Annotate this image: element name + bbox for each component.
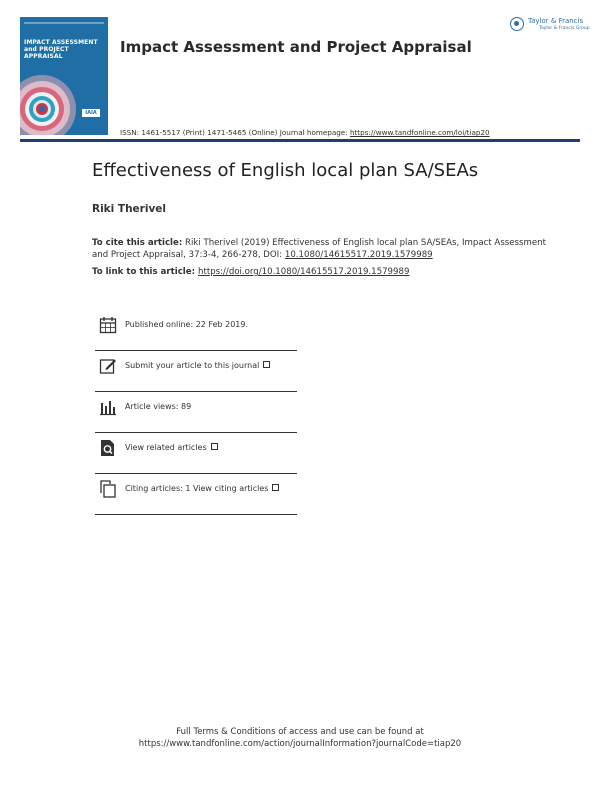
issn-line — [120, 128, 490, 137]
related-articles-row[interactable] — [95, 433, 297, 474]
cover-title-line1: IMPACT ASSESSMENT — [24, 39, 98, 46]
published-date-text: Published online: 22 Feb 2019. — [125, 320, 249, 329]
article-views-row — [95, 392, 297, 433]
page-footer — [0, 726, 600, 750]
external-link-icon — [263, 361, 270, 368]
cover-badge: IAIA — [82, 109, 100, 117]
journal-homepage-link[interactable]: https://www.tandfonline.com/loi/tiap20 — [349, 128, 490, 137]
citation-doi-link[interactable]: 10.1080/14615517.2019.1579989 — [284, 250, 433, 260]
publisher-logo-icon — [510, 17, 524, 31]
journal-title: Impact Assessment and Project Appraisal — [120, 38, 472, 56]
article-link-line — [92, 267, 409, 277]
cover-artwork — [20, 65, 108, 135]
published-row — [95, 310, 297, 351]
footer-terms-text: Full Terms & Conditions of access and use can be found at — [176, 727, 424, 737]
article-title: Effectiveness of English local plan SA/SEAs — [92, 160, 479, 181]
header-divider — [20, 139, 580, 142]
issn-text: ISSN: 1461-5517 (Print) 1471-5465 (Online) Journal homepage: — [120, 128, 350, 137]
submit-article-row[interactable] — [95, 351, 297, 392]
publisher-subtitle: Taylor & Francis Group — [539, 26, 590, 31]
citation-block — [92, 237, 562, 261]
cover-title — [24, 39, 108, 60]
article-author: Riki Therivel — [92, 203, 167, 215]
related-articles-label: View related articles — [125, 443, 207, 452]
citing-articles-label: Citing articles: 1 View citing articles — [125, 484, 269, 493]
article-link-label: To link to this article: — [92, 267, 199, 277]
submit-article-link[interactable] — [125, 361, 270, 370]
copy-icon — [99, 480, 117, 498]
external-link-icon — [211, 443, 218, 450]
publisher-name: Taylor & Francis — [528, 17, 584, 25]
cover-decoration — [24, 22, 104, 24]
citation-label: To cite this article: — [92, 238, 183, 248]
publisher-logo[interactable] — [510, 15, 590, 37]
bar-chart-icon — [99, 398, 117, 416]
edit-icon — [99, 357, 117, 375]
article-doi-link[interactable]: https://doi.org/10.1080/14615517.2019.1579989 — [198, 267, 410, 277]
external-link-icon — [272, 484, 279, 491]
related-articles-link[interactable] — [125, 443, 218, 452]
article-info-boxes — [95, 310, 297, 515]
submit-article-label: Submit your article to this journal — [125, 361, 260, 370]
journal-cover — [20, 17, 108, 135]
footer-terms-link[interactable]: https://www.tandfonline.com/action/journalInformation?journalCode=tiap20 — [138, 739, 462, 749]
article-views-text: Article views: 89 — [125, 402, 192, 411]
citing-articles-link[interactable] — [125, 484, 279, 493]
cover-title-line2: and PROJECT APPRAISAL — [24, 46, 69, 60]
citing-articles-row[interactable] — [95, 474, 297, 515]
citation-text: Riki Therivel (2019) Effectiveness of English local plan SA/SEAs, Impact Assessment and Project Appraisal, 37:3-4, 266-278, DOI: — [92, 238, 546, 260]
document-search-icon — [99, 439, 117, 457]
calendar-icon — [99, 316, 117, 334]
